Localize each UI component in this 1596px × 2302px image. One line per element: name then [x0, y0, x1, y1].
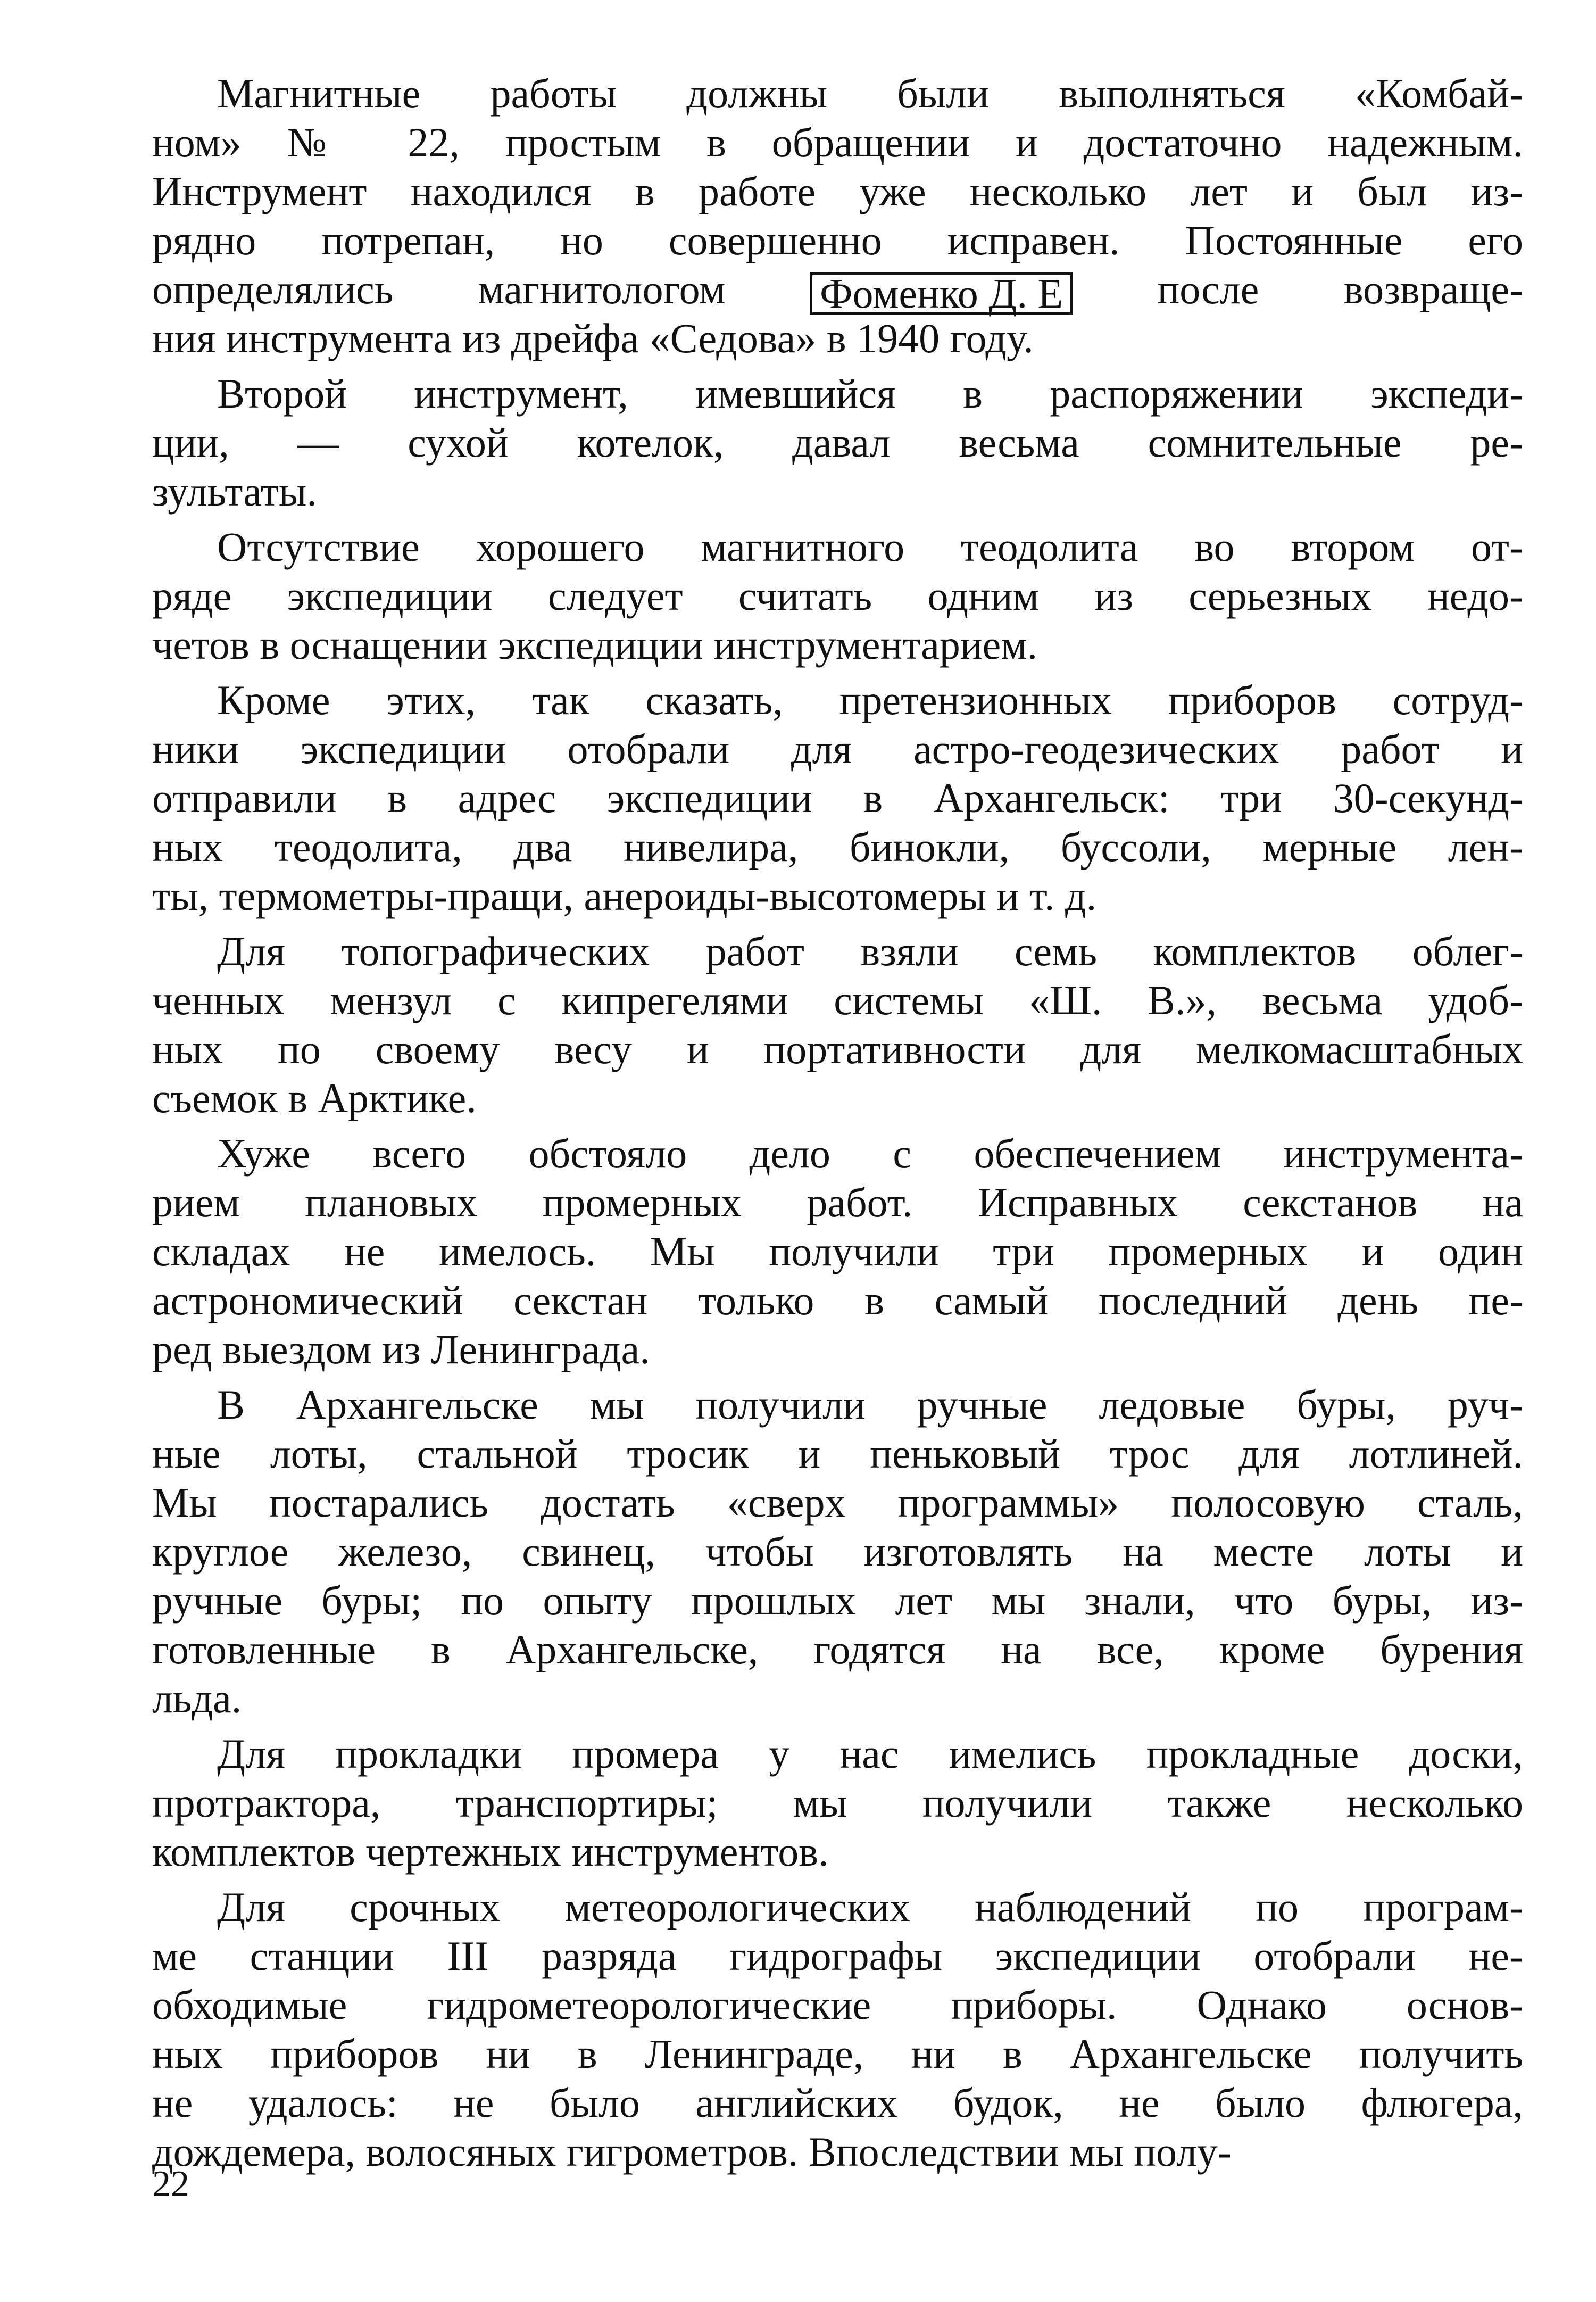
text-line: Для прокладки промера у нас имелись прокладные доски,: [217, 1730, 1523, 1777]
paragraph: [152, 369, 1523, 516]
text-line: Хуже всего обстояло дело с обеспечением инструмента-: [217, 1130, 1523, 1177]
text-line: Отсутствие хорошего магнитного теодолита во втором от-: [217, 524, 1523, 570]
text-line: Кроме этих, так сказать, претензионных приборов сотруд-: [217, 677, 1523, 723]
text-line: ции, — сухой котелок, давал весьма сомнительные ре-: [152, 419, 1523, 466]
text-line: ред выездом из Ленинграда.: [152, 1326, 650, 1372]
paragraph: [152, 676, 1523, 921]
text-line: круглое железо, свинец, чтобы изготовлять на месте лоты и: [152, 1528, 1523, 1575]
text-line: ния инструмента из дрейфа «Седова» в 1940 году.: [152, 315, 1034, 361]
text-line: В Архангельске мы получили ручные ледовые буры, руч-: [217, 1381, 1523, 1428]
text-line: протрактора, транспортиры; мы получили также несколько: [152, 1779, 1523, 1826]
text-line: рием плановых промерных работ. Исправных секстанов на: [152, 1179, 1523, 1225]
text-line: ных теодолита, два нивелира, бинокли, буссоли, мерные лен-: [152, 824, 1523, 870]
text-line: льда.: [152, 1675, 242, 1721]
page-body: [152, 69, 1523, 2176]
paragraph: [152, 927, 1523, 1123]
text-line: ты, термометры-пращи, анероиды-высотомеры и т. д.: [152, 873, 1097, 919]
text-line: [152, 265, 1523, 317]
paragraph: [152, 69, 1523, 363]
text-line: отправили в адрес экспедиции в Архангельск: три 30-секунд-: [152, 775, 1523, 821]
text-line: Мы постарались достать «сверх программы» полосовую сталь,: [152, 1479, 1523, 1526]
text-line: Второй инструмент, имевшийся в распоряжении экспеди-: [217, 370, 1523, 417]
text-line: ме станции III разряда гидрографы экспедиции отобрали не-: [152, 1933, 1523, 1979]
text-line: ном» № 22, простым в обращении и достаточно надежным.: [152, 119, 1523, 165]
text-line: астрономический секстан только в самый последний день пе-: [152, 1277, 1523, 1323]
text-segment: определялись магнитологом: [152, 266, 810, 312]
paragraph: [152, 1729, 1523, 1876]
text-line: не удалось: не было английских будок, не было флюгера,: [152, 2080, 1523, 2126]
text-line: четов в оснащении экспедиции инструментарием.: [152, 622, 1038, 668]
text-line: обходимые гидрометеорологические приборы. Однако основ-: [152, 1982, 1523, 2028]
page-number: 22: [152, 2164, 189, 2205]
text-line: комплектов чертежных инструментов.: [152, 1828, 829, 1875]
text-line: ники экспедиции отобрали для астро-геодезических работ и: [152, 726, 1523, 772]
text-line: ные лоты, стальной тросик и пеньковый трос для лотлиней.: [152, 1430, 1523, 1477]
text-line: зультаты.: [152, 468, 317, 515]
text-line: съемок в Арктике.: [152, 1075, 477, 1121]
text-line: Магнитные работы должны были выполняться «Комбай-: [217, 70, 1523, 117]
text-line: Для топографических работ взяли семь комплектов облег-: [217, 928, 1523, 974]
boxed-name: Фоменко Д. Е: [810, 272, 1073, 315]
paragraph: [152, 1129, 1523, 1374]
paragraph: [152, 1380, 1523, 1723]
text-line: дождемера, волосяных гигрометров. Впоследствии мы полу-: [152, 2129, 1232, 2175]
text-line: Инструмент находился в работе уже несколько лет и был из-: [152, 168, 1523, 214]
text-line: готовленные в Архангельске, годятся на все, кроме бурения: [152, 1626, 1523, 1672]
text-line: ных приборов ни в Ленинграде, ни в Архангельске получить: [152, 2031, 1523, 2077]
paragraph: [152, 1883, 1523, 2176]
text-segment: после возвраще-: [1073, 266, 1523, 312]
text-line: ных по своему весу и портативности для мелкомасштабных: [152, 1026, 1523, 1072]
text-line: Для срочных метеорологических наблюдений по програм-: [217, 1884, 1523, 1930]
text-line: складах не имелось. Мы получили три промерных и один: [152, 1228, 1523, 1274]
text-line: ченных мензул с кипрегелями системы «Ш. В.», весьма удоб-: [152, 977, 1523, 1023]
text-line: ручные буры; по опыту прошлых лет мы знали, что буры, из-: [152, 1577, 1523, 1624]
paragraph: [152, 523, 1523, 669]
text-line: ряде экспедиции следует считать одним из серьезных недо-: [152, 573, 1523, 619]
text-line: рядно потрепан, но совершенно исправен. Постоянные его: [152, 217, 1523, 263]
